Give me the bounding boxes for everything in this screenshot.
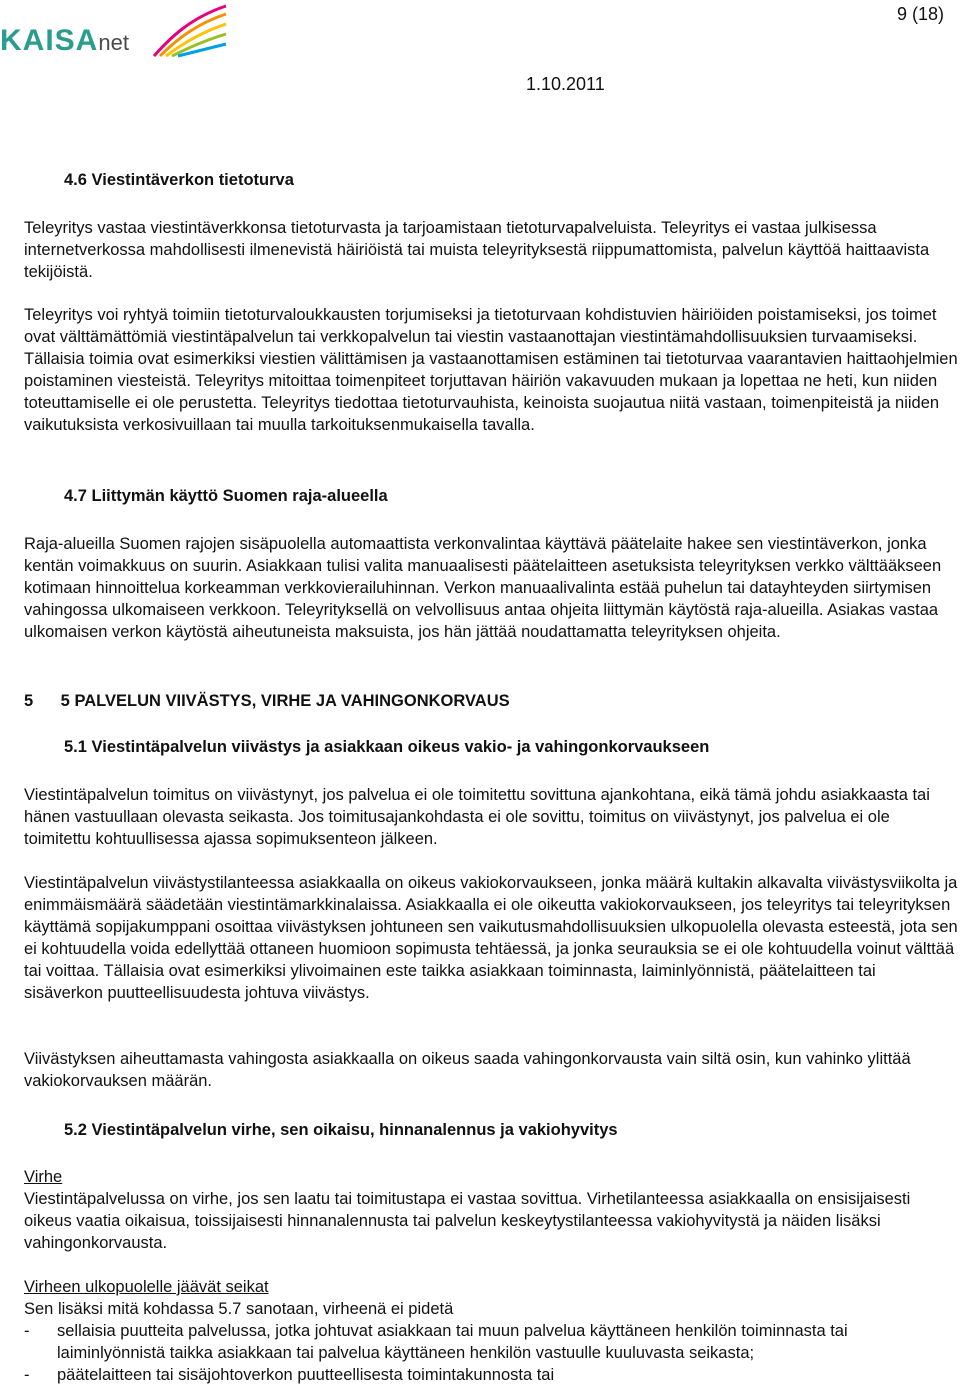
document-date: 1.10.2011 [526,74,605,94]
section-4-7-heading: 4.7 Liittymän käyttö Suomen raja-alueella [64,487,388,505]
list-item-dash: - [24,1366,30,1384]
section-5-2-heading: 5.2 Viestintäpalvelun virhe, sen oikaisu, hinnanalennus ja vakiohyvitys [64,1121,618,1139]
page-number: 9 (18) [896,4,944,24]
ulkopuolelle-intro: Sen lisäksi mitä kohdassa 5.7 sanotaan, virheenä ei pidetä [24,1300,454,1318]
list-item: päätelaitteen tai sisäjohtoverkon puutteellisesta toimintakunnosta tai [57,1366,555,1384]
logo-suffix: net [98,30,129,55]
section-4-6-paragraph-1: Teleyritys vastaa viestintäverkkonsa tietoturvasta ja tarjoamistaan tietoturvapalveluista. Teleyritys ei vastaa julkisessa internetverkossa mahdollisesti ilmenevistä häiriöistä tai muista teleyrityksestä riippumattomista, palvelun käyttöä haittaavista tekijöistä. [24,219,930,281]
section-4-7-paragraph-1: Raja-alueilla Suomen rajojen sisäpuolella automaattista verkonvalintaa käyttävä päätelaite hakee sen viestintäverkon, jonka kentän voimakkuus on suurin. Asiakkaan tulisi valita manuaalisesti päätelaitteen asetuksista teleyrityksen verkko välttääkseen kotimaan hinnoittelua korkeamman verkkovierailuhinnan. Verkon manuaalivalinta estää puhelun tai datayhteyden siirtymisen vahingossa ulkomaiseen verkkoon. Teleyrityksellä on velvollisuus antaa ohjeita liittymän käytöstä raja-alueilla. Asiakas vastaa ulkomaisen verkon käytöstä aiheutuneista maksuista, jos hän jättää noudattamatta teleyrityksen ohjeita. [24,535,942,641]
logo-mark-icon [150,4,230,60]
logo-name: KAISA [0,24,99,57]
section-4-6-paragraph-2: Teleyritys voi ryhtyä toimiin tietoturvaloukkausten torjumiseksi ja tietoturvaan kohdistuvien häiriöiden poistamiseksi, jos toimet ovat välttämättömiä viestintäpalvelun tai verkkopalvelun tai viestin vastaanottajan viestintämahdollisuuksien turvaamiseksi. Tällaisia toimia ovat esimerkiksi viestien välittämisen ja vastaanottamisen estäminen tai tietoturvaa vaarantavien haittaohjelmien poistaminen viesteistä. Teleyritys mitoittaa toimenpiteet torjuttavan häiriön vakavuuden mukaan ja lopettaa ne heti, kun niiden toteuttamiselle ei ole perustetta. Teleyritys tiedottaa tietoturvauhista, keinoista suojautua niitä vastaan, toimenpiteistä ja niiden vaikutuksista verkosivuillaan tai muulla tarkoituksenmukaisella tavalla. [24,306,958,434]
ulkopuolelle-subheading: Virheen ulkopuolelle jäävät seikat [24,1278,269,1296]
virhe-subheading: Virhe [24,1168,63,1186]
kaisanet-logo [0,0,240,60]
section-5-heading: 5 5 PALVELUN VIIVÄSTYS, VIRHE JA VAHINGONKORVAUS [24,692,510,710]
list-item-dash: - [24,1322,30,1340]
section-5-1-paragraph-3: Viivästyksen aiheuttamasta vahingosta asiakkaalla on oikeus saada vahingonkorvausta vain siltä osin, kun vahinko ylittää vakiokorvauksen määrän. [24,1050,911,1090]
section-5-1-paragraph-1: Viestintäpalvelun toimitus on viivästynyt, jos palvelua ei ole toimitettu sovittuna ajankohtana, eikä tämä johdu asiakkaasta tai hänen vastuullaan olevasta seikasta. Jos toimitusajankohdasta ei ole sovittu, toimitus on viivästynyt, jos palvelua ei ole toimitettu kohtuullisessa ajassa sopimuksenteon jälkeen. [24,786,930,848]
section-5-1-paragraph-2: Viestintäpalvelun viivästystilanteessa asiakkaalla on oikeus vakiokorvaukseen, jonka määrä kultakin alkavalta viivästysviikolta ja enimmäismäärä säädetään viestintämarkkinalaissa. Asiakkaalla ei ole oikeutta vakiokorvaukseen, jos teleyritys tai teleyrityksen käyttämä sopijakumppani osoittaa viivästyksen johtuneen sen vaikutusmahdollisuuksien ulkopuolella olevasta esteestä, jota sen ei kohtuudella voida edellyttää ottaneen huomioon sopimusta tehtäessä, ja jonka seurauksia se ei ole kohtuudella voinut välttää tai voittaa. Tällaisia ovat esimerkiksi ylivoimainen este taikka asiakkaan toiminnasta, laiminlyönnistä, päätelaitteen tai sisäverkon puutteellisuudesta johtuva viivästys. [24,874,958,1002]
list-item: sellaisia puutteita palvelussa, jotka johtuvat asiakkaan tai muun palvelua käyttäneen henkilön toiminnasta tai laiminlyönnistä taikka asiakkaan tai palvelua käyttäneen henkilön vastuulle kuuluvasta seikasta; [57,1322,848,1362]
logo-wordmark [0,24,129,58]
virhe-paragraph: Viestintäpalvelussa on virhe, jos sen laatu tai toimitustapa ei vastaa sovittua. Virhetilanteessa asiakkaalla on ensisijaisesti oikeus vaatia oikaisua, toissijaisesti hinnanalennusta tai palvelun keskeytystilanteessa vakiohyvitystä ja näiden lisäksi vahingonkorvausta. [24,1190,911,1252]
section-5-1-heading: 5.1 Viestintäpalvelun viivästys ja asiakkaan oikeus vakio- ja vahingonkorvaukseen [64,738,710,756]
section-4-6-heading: 4.6 Viestintäverkon tietoturva [64,171,294,189]
